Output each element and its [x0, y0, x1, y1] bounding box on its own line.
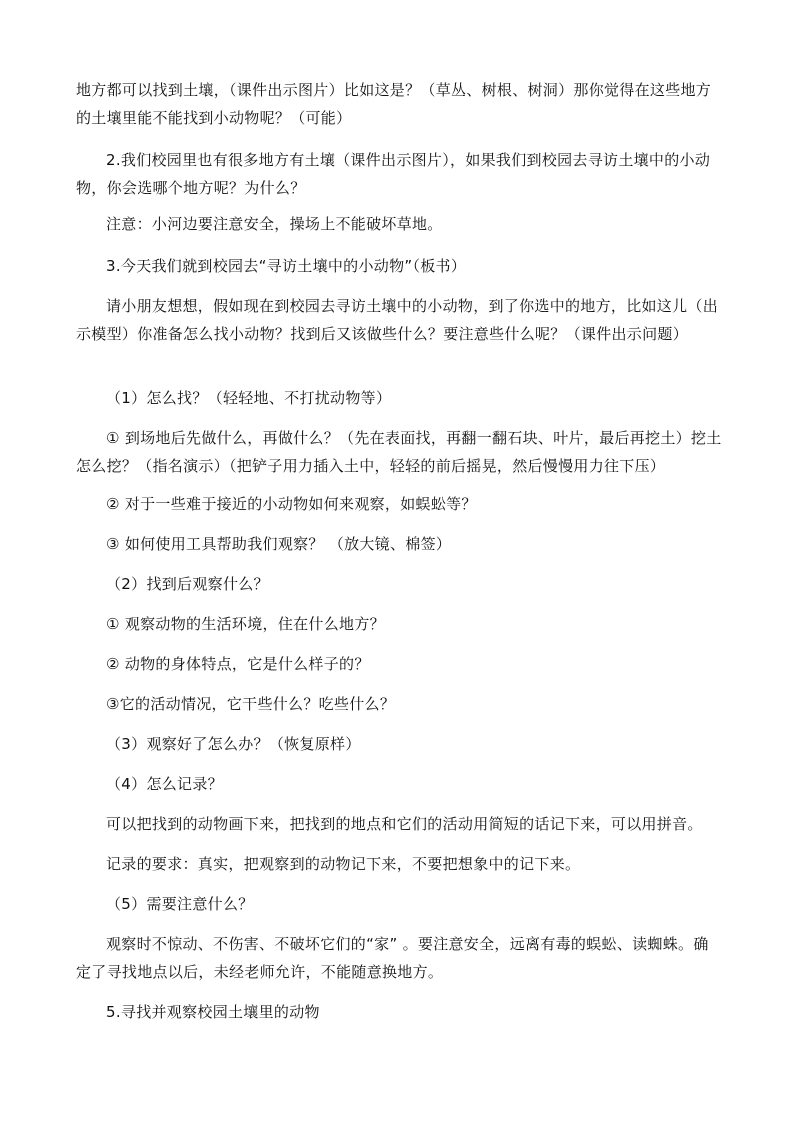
paragraph-step-2: 2.我们校园里也有很多地方有土壤（课件出示图片），如果我们到校园去寻访土壤中的小动物，你会选哪个地方呢？为什么？: [76, 151, 711, 197]
list-heading-how-to-find: （1）怎么找？（轻轻地、不打扰动物等）: [106, 389, 392, 407]
paragraph-step-3: 3.今天我们就到校园去“寻访土壤中的小动物”（板书）: [106, 257, 467, 275]
paragraph-record-requirements: 记录的要求：真实，把观察到的动物记下来，不要把想象中的记下来。: [106, 855, 581, 873]
paragraph-safety-note: 注意：小河边要注意安全，操场上不能破坏草地。: [106, 215, 443, 233]
list-heading-precautions: （5）需要注意什么？: [106, 895, 254, 913]
paragraph-record-method: 可以把找到的动物画下来，把找到的地点和它们的活动用简短的话记下来，可以用拼音。: [106, 815, 703, 833]
list-item-activities: ③它的活动情况，它干些什么？吃些什么？: [106, 695, 396, 713]
paragraph-question-prompt: 请小朋友想想，假如现在到校园去寻访土壤中的小动物，到了你选中的地方，比如这儿（出示模型）你准备怎么找小动物？找到后又该做些什么？要注意些什么呢？（课件出示问题）: [76, 297, 719, 343]
list-item-find-steps: ① 到场地后先做什么，再做什么？（先在表面找，再翻一翻石块、叶片，最后再挖土）挖土怎么挖？（指名演示）（把铲子用力插入土中，轻轻的前后摇晃，然后慢慢用力往下压）: [76, 429, 722, 475]
list-heading-after-observing: （3）观察好了怎么办？（恢复原样）: [106, 735, 361, 753]
list-heading-what-to-observe: （2）找到后观察什么？: [106, 575, 269, 593]
paragraph-step-5: 5.寻找并观察校园土壤里的动物: [106, 1003, 320, 1021]
list-item-environment: ① 观察动物的生活环境，住在什么地方？: [106, 615, 385, 633]
paragraph-precautions-detail: 观察时不惊动、不伤害、不破坏它们的“家” 。要注意安全，远离有毒的蜈蚣、读蜘蛛。确定了寻找地点以后，未经老师允许，不能随意换地方。: [76, 935, 709, 981]
list-item-tools: ③ 如何使用工具帮助我们观察？ （放大镜、棉签）: [106, 535, 452, 553]
list-heading-how-to-record: （4）怎么记录？: [106, 775, 223, 793]
list-item-body-features: ② 动物的身体特点，它是什么样子的？: [106, 655, 370, 673]
paragraph-intro-continuation: 地方都可以找到土壤，（课件出示图片）比如这是？（草丛、树根、树洞）那你觉得在这些地方的土壤里能不能找到小动物呢？（可能）: [76, 81, 712, 127]
list-item-hard-to-approach: ② 对于一些难于接近的小动物如何来观察，如蜈蚣等？: [106, 495, 477, 513]
